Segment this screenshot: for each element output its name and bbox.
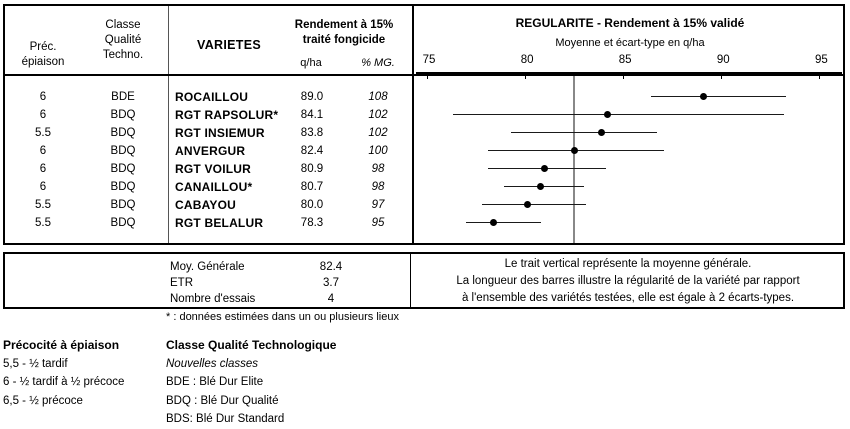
axis-tick-label: 85 — [618, 54, 632, 66]
row-classe: BDQ — [110, 145, 136, 157]
error-bar — [466, 222, 541, 223]
axis-tick-label: 75 — [422, 54, 436, 66]
summary-stat-label: Moy. Générale — [170, 261, 245, 273]
header-classe-line1: Classe — [105, 19, 141, 31]
axis-tick-label: 90 — [716, 54, 730, 66]
mean-point — [541, 165, 548, 172]
row-rendement: 80.7 — [300, 181, 324, 193]
mean-point — [490, 219, 497, 226]
header-classe-line2: Qualité — [104, 34, 142, 46]
row-variete: RGT INSIEMUR — [175, 126, 265, 140]
row-precocite: 6 — [39, 181, 47, 193]
row-mg: 97 — [371, 199, 385, 211]
axis-tick-label: 80 — [520, 54, 534, 66]
summary-note — [413, 256, 843, 307]
header-regularite-title: REGULARITE - Rendement à 15% validé — [515, 16, 745, 30]
row-rendement: 80.9 — [300, 163, 324, 175]
error-bar — [482, 204, 586, 205]
summary-stat-label: Nombre d'essais — [170, 293, 256, 305]
summary-divider — [410, 254, 411, 307]
legend-classe-lines — [166, 373, 496, 429]
summary-note-line3: à l'ensemble des variétés testées, elle est égale à 2 écarts-types. — [461, 292, 795, 304]
row-variete: RGT RAPSOLUR* — [175, 108, 279, 122]
summary-stat-value: 3.7 — [323, 277, 339, 289]
legend-classe-line: BDS: Blé Dur Standard — [166, 413, 285, 425]
summary-stat-row — [170, 291, 405, 308]
row-classe: BDE — [111, 91, 135, 103]
header-rendement — [277, 18, 411, 48]
mean-point — [604, 111, 611, 118]
mean-point — [537, 183, 544, 190]
summary-stats — [5, 254, 409, 307]
row-mg: 108 — [368, 91, 388, 103]
row-classe: BDQ — [110, 217, 136, 229]
header-mg: % MG. — [361, 57, 395, 69]
legend-precocite-title: Précocité à épiaison — [3, 338, 120, 352]
row-mg: 102 — [368, 127, 388, 139]
row-mg: 102 — [368, 109, 388, 121]
regularity-chart — [414, 76, 843, 243]
header-qha: q/ha — [300, 57, 322, 69]
legend-precocite — [3, 336, 173, 410]
header-rendement-line1: Rendement à 15% — [294, 19, 394, 31]
row-variete: CANAILLOU* — [175, 180, 253, 194]
mean-point — [571, 147, 578, 154]
row-mg: 98 — [371, 163, 385, 175]
legend-classe-line: BDE : Blé Dur Elite — [166, 376, 264, 388]
row-precocite: 5.5 — [35, 199, 51, 211]
mean-line — [573, 76, 575, 243]
row-classe: BDQ — [110, 199, 136, 211]
row-variete: ROCAILLOU — [175, 90, 249, 104]
row-rendement: 80.0 — [300, 199, 324, 211]
header-precocite — [7, 40, 79, 70]
header-classe — [80, 18, 166, 63]
summary-stat-value: 82.4 — [319, 261, 343, 273]
header-varietes: VARIETES — [197, 38, 261, 52]
table-header — [5, 6, 843, 74]
row-mg: 98 — [371, 181, 385, 193]
row-classe: BDQ — [110, 163, 136, 175]
header-regularite-subtitle: Moyenne et écart-type en q/ha — [555, 37, 705, 49]
row-rendement: 82.4 — [300, 145, 324, 157]
legend-precocite-line: 6,5 - ½ précoce — [3, 394, 83, 407]
main-table — [3, 4, 845, 245]
summary-stat-row — [170, 259, 405, 276]
row-precocite: 6 — [39, 109, 47, 121]
row-classe: BDQ — [110, 181, 136, 193]
header-classe-line3: Techno. — [102, 49, 144, 61]
row-variete: ANVERGUR — [175, 144, 246, 158]
row-rendement: 89.0 — [300, 91, 324, 103]
row-variete: RGT BELALUR — [175, 216, 264, 230]
chart-axis-line — [416, 72, 842, 74]
summary-stat-row — [170, 275, 405, 292]
row-mg: 95 — [371, 217, 385, 229]
mean-point — [700, 93, 707, 100]
row-variete: RGT VOILUR — [175, 162, 251, 176]
mean-point — [598, 129, 605, 136]
row-classe: BDQ — [110, 127, 136, 139]
legend-classe-line: BDQ : Blé Dur Qualité — [166, 394, 279, 407]
row-rendement: 78.3 — [300, 217, 324, 229]
row-precocite: 5.5 — [35, 217, 51, 229]
summary-band — [3, 252, 845, 309]
header-rendement-line2: traité fongicide — [302, 34, 386, 46]
error-bar — [453, 114, 785, 115]
summary-stat-value: 4 — [327, 293, 335, 305]
row-rendement: 84.1 — [300, 109, 324, 121]
header-precocite-line2: épiaison — [21, 56, 65, 68]
legend-classe-subtitle: Nouvelles classes — [166, 357, 259, 370]
row-classe: BDQ — [110, 109, 136, 121]
mean-point — [524, 201, 531, 208]
legend-classe-title: Classe Qualité Technologique — [166, 338, 337, 352]
legend-precocite-line: 5,5 - ½ tardif — [3, 357, 68, 370]
summary-note-line2: La longueur des barres illustre la régularité de la variété par rapport — [456, 275, 800, 287]
axis-tick-label: 95 — [814, 54, 828, 66]
error-bar — [511, 132, 656, 133]
summary-note-line1: Le trait vertical représente la moyenne générale. — [504, 258, 752, 270]
row-variete: CABAYOU — [175, 198, 236, 212]
summary-stat-label: ETR — [170, 277, 193, 289]
legend-classe — [166, 336, 496, 429]
row-precocite: 6 — [39, 91, 47, 103]
footnote: * : données estimées dans un ou plusieurs lieux — [166, 311, 399, 323]
row-rendement: 83.8 — [300, 127, 324, 139]
row-precocite: 6 — [39, 163, 47, 175]
legend-precocite-line: 6 - ½ tardif à ½ précoce — [3, 376, 125, 388]
header-precocite-line1: Préc. — [29, 41, 57, 53]
legend-precocite-lines — [3, 355, 173, 411]
error-bar — [651, 96, 786, 97]
row-mg: 100 — [368, 145, 388, 157]
row-precocite: 5.5 — [35, 127, 51, 139]
row-precocite: 6 — [39, 145, 47, 157]
chart-axis-labels — [415, 54, 845, 70]
